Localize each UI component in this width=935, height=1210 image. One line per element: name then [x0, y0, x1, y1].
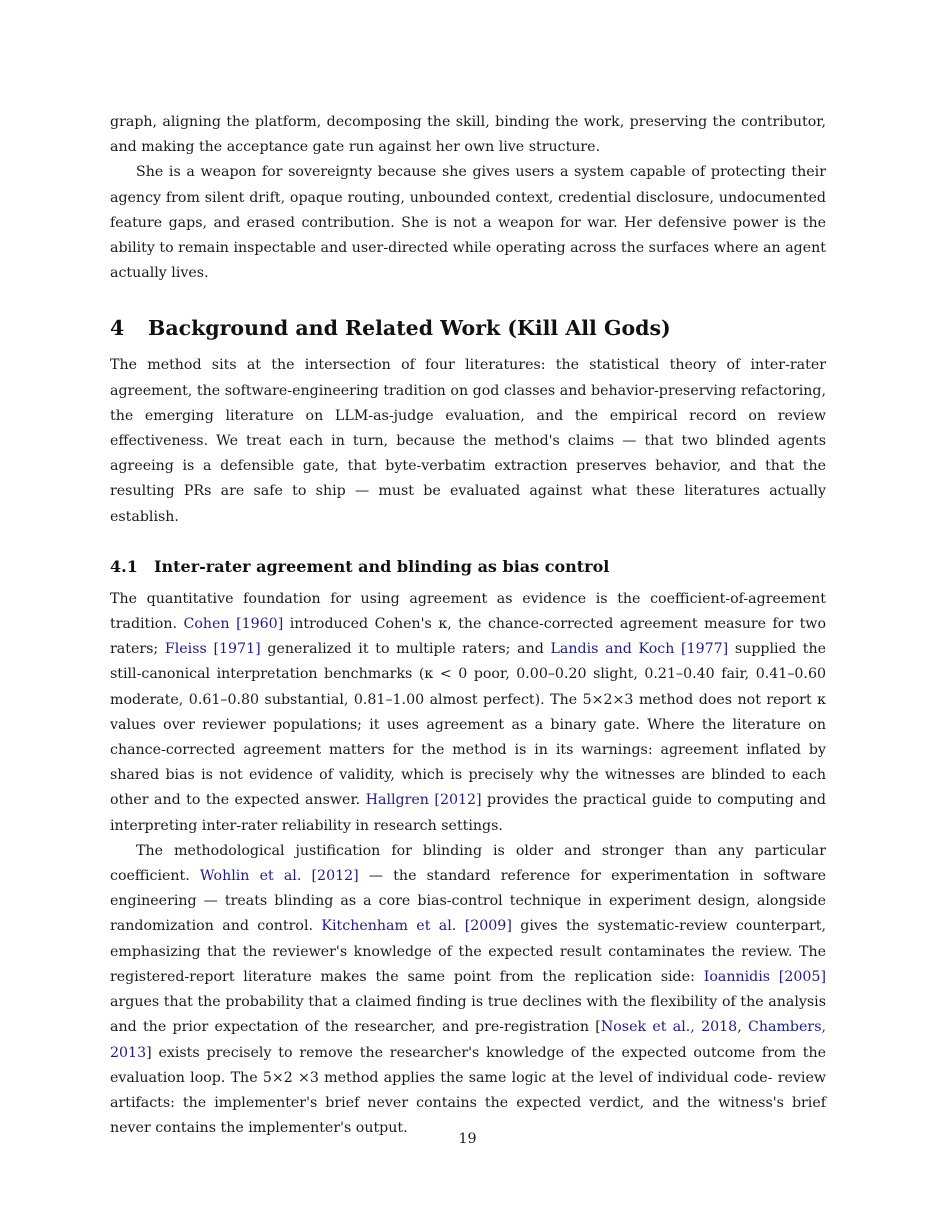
text-run: — the standard reference for experimentation in software engineering — treats blinding as a core bias-control technique in experiment design, alongside randomization and control. — [110, 868, 826, 935]
section-title: Background and Related Work (Kill All Gods) — [148, 316, 671, 341]
text-run: The quantitative foundation for using agreement as evidence is the coefficient-of-agreement tradition. — [110, 590, 826, 633]
citation-link[interactable]: Kitchenham et al. [2009] — [321, 918, 512, 935]
text-run: supplied the still-canonical interpretation benchmarks (κ < 0 poor, 0.00–0.20 slight, 0.21–0.40 fair, 0.41–0.60 moderate, 0.61–0.80 substantial, 0.81–1.00 almost perfect). The 5×2×3 method does not report κ values over reviewer populations; it uses agreement as a binary gate. Where the literature on chance-corrected agreement matters for the method is in its warnings: agreement inflated by shared bias is not evidence of validity, which is precisely why the witnesses are blinded to each other and to the expected answer. — [110, 641, 826, 809]
paragraph-blinding — [110, 839, 826, 1141]
text-run: gives the systematic-review counterpart, emphasizing that the reviewer's knowledge of the expected result contaminates the review. The registered-report literature makes the same point from the replication side: — [110, 918, 827, 985]
text-run: argues that the probability that a claimed finding is true declines with the flexibility of the analysis and the prior expectation of the researcher, and pre-registration [ — [110, 994, 826, 1036]
text-run: generalized it to multiple raters; and — [260, 641, 551, 658]
paragraph-text: graph, aligning the platform, decomposing the skill, binding the work, preserving the contributor, and making the acceptance gate run against her own live structure. — [110, 114, 826, 156]
citation-link[interactable]: Fleiss [1971] — [164, 641, 261, 658]
paragraph-weapon: She is a weapon for sovereignty because she gives users a system capable of protecting their agency from silent drift, opaque routing, unbounded context, credential disclosure, undocumented feature gaps, and erased contribution. She is not a weapon for war. Her defensive power is the ability to remain inspectable and user-directed while operating across the surfaces where an agent actually lives. — [110, 164, 826, 282]
section-number: 4 — [110, 316, 125, 341]
paragraph-agreement — [110, 587, 826, 839]
text-run: ] exists precisely to remove the researcher's knowledge of the expected outcome from the evaluation loop. The 5×2 ×3 method applies the same logic at the level of individual code- review artifacts: the implementer's brief never contains the expected verdict, and the witness's brief never contains the implementer's output. — [110, 1044, 826, 1137]
subsection-number: 4.1 — [110, 556, 138, 576]
citation-link[interactable]: Nosek et al., 2018 — [600, 1019, 738, 1036]
citation-link[interactable]: Landis and Koch [1977] — [550, 641, 729, 658]
text-run: provides the practical guide to computing and interpreting inter-rater reliability in research settings. — [110, 792, 827, 834]
section-heading — [110, 315, 826, 341]
citation-link[interactable]: Ioannidis [2005] — [703, 968, 826, 985]
section-intro-paragraph: The method sits at the intersection of four literatures: the statistical theory of inter-rater agreement, the software-engineering tradition on god classes and behavior-preserving refactoring, the emerging literature on LLM-as-judge evaluation, and the empirical record on review effectiveness. We treat each in turn, because the method's claims — that two blinded agents agreeing is a defensible gate, that byte-verbatim extraction preserves behavior, and that the resulting PRs are safe to ship — must be evaluated against what these literatures actually establish. — [110, 357, 826, 525]
text-run: introduced Cohen's κ, the chance-corrected agreement measure for two raters; — [110, 616, 826, 658]
page-number: 19 — [458, 1131, 477, 1147]
citation-link[interactable]: Cohen [1960] — [183, 616, 284, 633]
text-run: The methodological justification for blinding is older and stronger than any particular coefficient. — [110, 842, 826, 885]
citation-link[interactable]: Hallgren [2012] — [365, 792, 482, 809]
subsection-title: Inter-rater agreement and blinding as bias control — [154, 556, 610, 576]
paragraph-continuation — [110, 110, 826, 160]
text-run: , — [737, 1019, 749, 1036]
page-body — [110, 110, 826, 1141]
subsection-heading — [110, 556, 826, 578]
citation-link[interactable]: Wohlin et al. [2012] — [199, 868, 359, 885]
citation-link[interactable]: Chambers, 2013 — [110, 1019, 826, 1061]
